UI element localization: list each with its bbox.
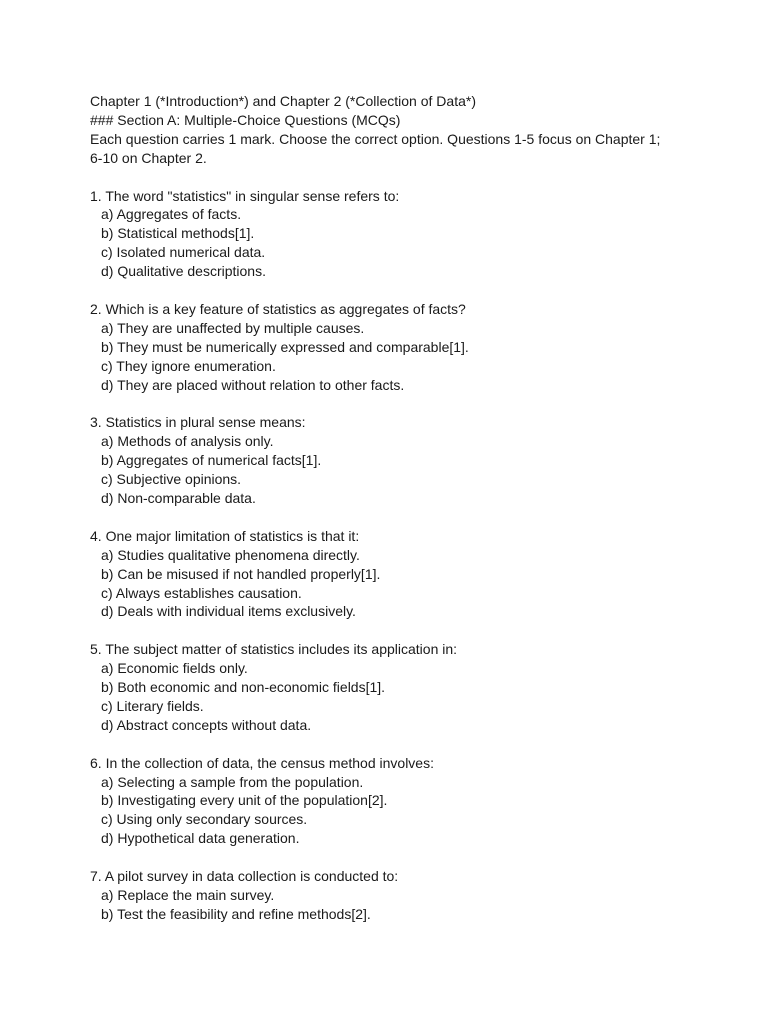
instructions-line-2: 6-10 on Chapter 2. [90, 149, 207, 166]
option-d: d) Qualitative descriptions. [101, 263, 266, 280]
question-text: 6. In the collection of data, the census method involves: [90, 754, 434, 771]
instructions-line-1: Each question carries 1 mark. Choose the correct option. Questions 1-5 focus on Chapter 1; [90, 130, 661, 147]
option-d: d) Deals with individual items exclusively. [101, 603, 356, 620]
document-title: Chapter 1 (*Introduction*) and Chapter 2 (*Collection of Data*) [90, 93, 476, 109]
option-c: c) They ignore enumeration. [101, 357, 276, 374]
spacer [90, 848, 690, 867]
document-body [90, 92, 690, 924]
option-a: a) Selecting a sample from the population. [101, 773, 364, 790]
option-c: c) Subjective opinions. [101, 471, 242, 488]
question-6 [90, 754, 690, 849]
option-a: a) They are unaffected by multiple causes. [101, 319, 365, 336]
option-a: a) Aggregates of facts. [101, 206, 242, 223]
option-c: c) Literary fields. [101, 697, 204, 714]
question-text: 3. Statistics in plural sense means: [90, 414, 306, 431]
question-text: 7. A pilot survey in data collection is conducted to: [90, 868, 399, 885]
question-text: 5. The subject matter of statistics includes its application in: [90, 641, 458, 658]
question-text: 1. The word "statistics" in singular sense refers to: [90, 187, 400, 204]
option-c: c) Isolated numerical data. [101, 244, 266, 261]
option-b: b) Both economic and non-economic fields[1]. [101, 679, 386, 696]
question-2 [90, 300, 690, 395]
spacer [90, 508, 690, 527]
option-d: d) They are placed without relation to other facts. [101, 376, 405, 393]
option-b: b) Aggregates of numerical facts[1]. [101, 452, 322, 469]
option-b: b) They must be numerically expressed and comparable[1]. [101, 338, 469, 355]
option-c: c) Always establishes causation. [101, 584, 302, 601]
question-4 [90, 527, 690, 622]
option-b: b) Can be misused if not handled properly[1]. [101, 565, 381, 582]
question-5 [90, 640, 690, 735]
option-d: d) Hypothetical data generation. [101, 830, 300, 847]
section-heading: ### Section A: Multiple-Choice Questions (MCQs) [90, 111, 401, 128]
option-d: d) Non-comparable data. [101, 489, 256, 506]
spacer [90, 168, 690, 187]
spacer [90, 735, 690, 754]
question-text: 4. One major limitation of statistics is that it: [90, 527, 360, 544]
question-1 [90, 187, 690, 282]
option-b: b) Investigating every unit of the population[2]. [101, 792, 388, 809]
question-text: 2. Which is a key feature of statistics as aggregates of facts? [90, 300, 466, 317]
option-b: b) Test the feasibility and refine methods[2]. [101, 905, 371, 922]
option-b: b) Statistical methods[1]. [101, 225, 255, 242]
option-d: d) Abstract concepts without data. [101, 716, 312, 733]
spacer [90, 621, 690, 640]
option-a: a) Methods of analysis only. [101, 433, 274, 450]
option-a: a) Replace the main survey. [101, 886, 275, 903]
option-a: a) Studies qualitative phenomena directly. [101, 546, 360, 563]
spacer [90, 394, 690, 413]
question-3 [90, 413, 690, 508]
option-c: c) Using only secondary sources. [101, 811, 308, 828]
spacer [90, 281, 690, 300]
question-7 [90, 867, 690, 924]
option-a: a) Economic fields only. [101, 660, 248, 677]
